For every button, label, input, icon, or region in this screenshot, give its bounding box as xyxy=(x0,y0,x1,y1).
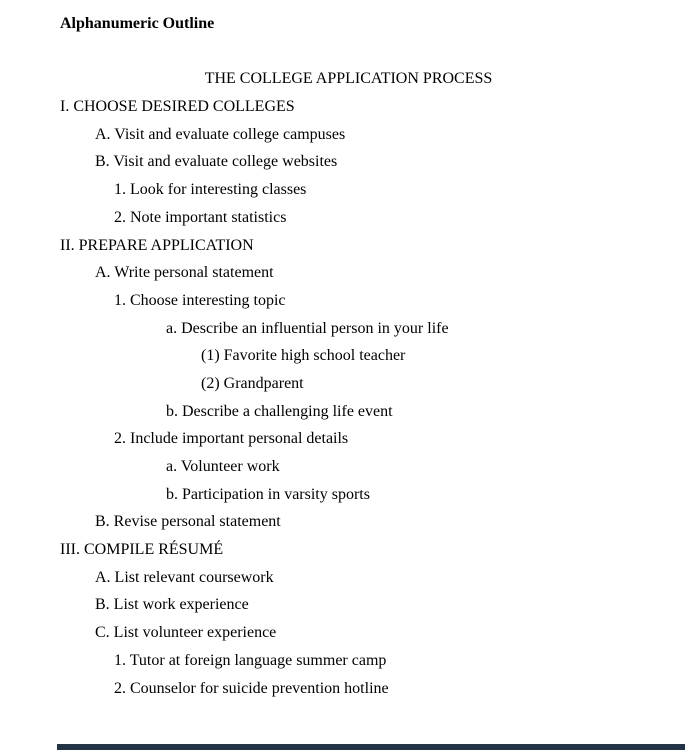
blank-line xyxy=(0,38,685,66)
outline-item: 2. Include important personal details xyxy=(114,430,349,448)
outline-item: A. Write personal statement xyxy=(95,264,274,282)
outline-item: a. Volunteer work xyxy=(166,458,280,475)
bottom-bar xyxy=(57,744,685,750)
outline-item: 1. Look for interesting classes xyxy=(114,181,307,199)
outline-item: (1) Favorite high school teacher xyxy=(201,347,406,365)
outline-item: 1. Tutor at foreign language summer camp xyxy=(114,651,387,669)
outline-item: 2. Counselor for suicide prevention hotline xyxy=(114,679,389,697)
outline-item: 1. Choose interesting topic xyxy=(114,291,286,309)
outline-item: 2. Note important statistics xyxy=(114,208,287,226)
document-page xyxy=(0,10,685,702)
document-title: Alphanumeric Outline xyxy=(60,15,215,32)
outline-item: A. Visit and evaluate college campuses xyxy=(95,125,346,143)
outline-item: C. List volunteer experience xyxy=(95,624,277,642)
outline-item: I. CHOOSE DESIRED COLLEGES xyxy=(60,98,295,116)
outline-item: A. List relevant coursework xyxy=(95,568,274,586)
outline-item: B. Revise personal statement xyxy=(95,513,281,531)
outline-item: III. COMPILE RÉSUMÉ xyxy=(60,541,224,559)
outline-item: B. List work experience xyxy=(95,596,249,614)
outline-item: b. Participation in varsity sports xyxy=(166,485,370,503)
outline-heading: THE COLLEGE APPLICATION PROCESS xyxy=(204,70,493,88)
outline-list xyxy=(0,93,685,702)
outline-item: B. Visit and evaluate college websites xyxy=(95,153,338,171)
outline-item: II. PREPARE APPLICATION xyxy=(60,236,254,254)
outline-item: a. Describe an influential person in your life xyxy=(166,319,449,337)
outline-item: b. Describe a challenging life event xyxy=(166,402,393,420)
outline-item: (2) Grandparent xyxy=(201,374,304,392)
